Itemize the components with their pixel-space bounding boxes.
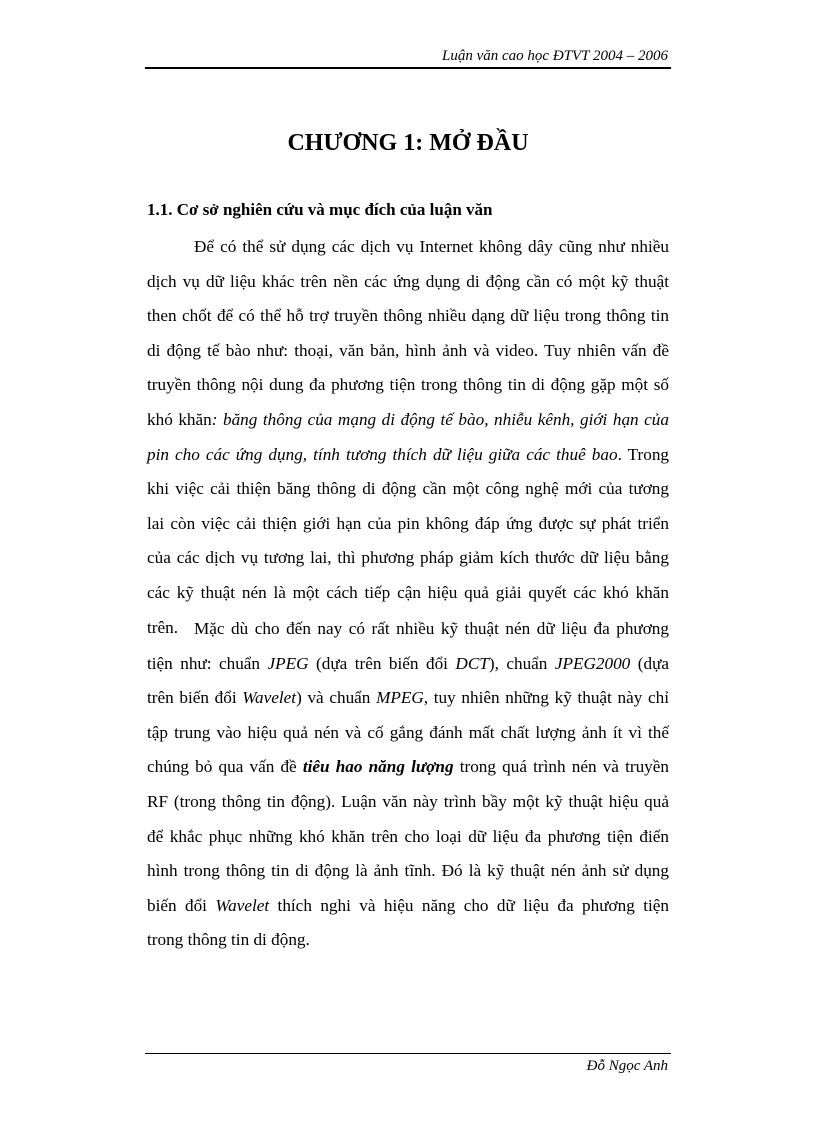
- paragraph-1: [147, 230, 669, 645]
- italic-run: : băng thông của mạng di động tế bào, nhiễu kênh, giới hạn của: [211, 409, 669, 429]
- paragraph-line: để khắc phục những khó khăn trên cho loại dữ liệu đa phương tiện điển: [147, 826, 669, 846]
- paragraph-line: [147, 647, 669, 682]
- italic-run: JPEG: [267, 653, 309, 673]
- footer-rule: [145, 1053, 671, 1054]
- paragraph-line: tập trung vào hiệu quả nén và cố gắng đánh mất chất lượng ảnh ít vì thế: [147, 722, 669, 742]
- text-run: ), chuẩn: [488, 653, 555, 673]
- paragraph-line: Để có thể sử dụng các dịch vụ Internet không dây cũng như nhiều: [194, 237, 669, 256]
- italic-run: JPEG2000: [554, 653, 631, 673]
- paragraph-line: khi việc cải thiện băng thông di động cần một công nghệ mới của tương: [147, 479, 669, 499]
- text-run: thích nghi và hiệu năng cho dữ liệu đa phương tiện: [269, 895, 669, 915]
- paragraph-line: RF (trong thông tin động). Luận văn này trình bầy một kỹ thuật hiệu quả: [147, 791, 669, 811]
- text-run: chúng bỏ qua vấn đề: [147, 757, 303, 777]
- paragraph-line: di động tế bào như: thoại, văn bản, hình ảnh và video. Tuy nhiên vấn đề: [147, 340, 669, 360]
- paragraph-line: [147, 403, 669, 438]
- section-heading: 1.1. Cơ sở nghiên cứu và mục đích của luận văn: [147, 200, 493, 219]
- footer-author: Đỗ Ngọc Anh: [586, 1058, 668, 1074]
- italic-run: Wavelet: [242, 688, 297, 708]
- paragraph-line: then chốt để có thể hỗ trợ truyền thông nhiều dạng dữ liệu trong thông tin: [147, 306, 669, 326]
- text-run: . Trong: [617, 444, 670, 464]
- italic-run: MPEG: [376, 688, 424, 708]
- paragraph-line: trong thông tin di động.: [147, 930, 310, 950]
- paragraph-line: [147, 889, 669, 924]
- text-run: (dựa trên biến đổi: [308, 653, 456, 673]
- paragraph-2: [147, 612, 669, 958]
- italic-run: pin cho các ứng dụng, tính tương thích dữ liệu giữa các thuê bao: [147, 444, 618, 464]
- paragraph-line: [147, 750, 669, 785]
- text-run: khó khăn: [147, 409, 212, 429]
- paragraph-line: [147, 438, 669, 473]
- italic-run: DCT: [455, 653, 489, 673]
- paragraph-line: các kỹ thuật nén là một cách tiếp cận hiệu quả giải quyết các khó khăn: [147, 582, 669, 602]
- paragraph-line: của các dịch vụ tương lai, thì phương pháp giảm kích thước dữ liệu bằng: [147, 548, 669, 568]
- text-run: biến đổi: [147, 895, 216, 915]
- paragraph-line: truyền thông nội dung đa phương tiện trong thông tin di động gặp một số: [147, 375, 669, 395]
- text-run: , tuy nhiên những kỹ thuật này chỉ: [423, 688, 669, 708]
- paragraph-line: trên.: [147, 617, 179, 637]
- header-rule: [145, 67, 671, 69]
- text-run: ) và chuẩn: [296, 688, 377, 708]
- paragraph-line: [147, 681, 669, 716]
- text-run: tiện như: chuẩn: [147, 653, 268, 673]
- chapter-title: CHƯƠNG 1: MỞ ĐẦU: [287, 130, 529, 156]
- text-run: trong quá trình nén và truyền: [453, 757, 669, 777]
- header-title: Luận văn cao học ĐTVT 2004 – 2006: [442, 48, 668, 64]
- paragraph-line: dịch vụ dữ liệu khác trên nền các ứng dụng di động cần có một kỹ thuật: [147, 271, 669, 291]
- italic-run: Wavelet: [215, 895, 270, 915]
- paragraph-line: Mặc dù cho đến nay có rất nhiều kỹ thuật nén dữ liệu đa phương: [194, 619, 669, 638]
- text-run: (dựa: [630, 653, 670, 673]
- paragraph-line: hình trong thông tin di động là ảnh tĩnh. Đó là kỹ thuật nén ảnh sử dụng: [147, 861, 669, 881]
- text-run: trên biến đổi: [147, 688, 243, 708]
- bold-italic-run: tiêu hao năng lượng: [302, 757, 454, 777]
- paragraph-line: lai còn việc cải thiện giới hạn của pin không đáp ứng được sự phát triển: [147, 513, 669, 533]
